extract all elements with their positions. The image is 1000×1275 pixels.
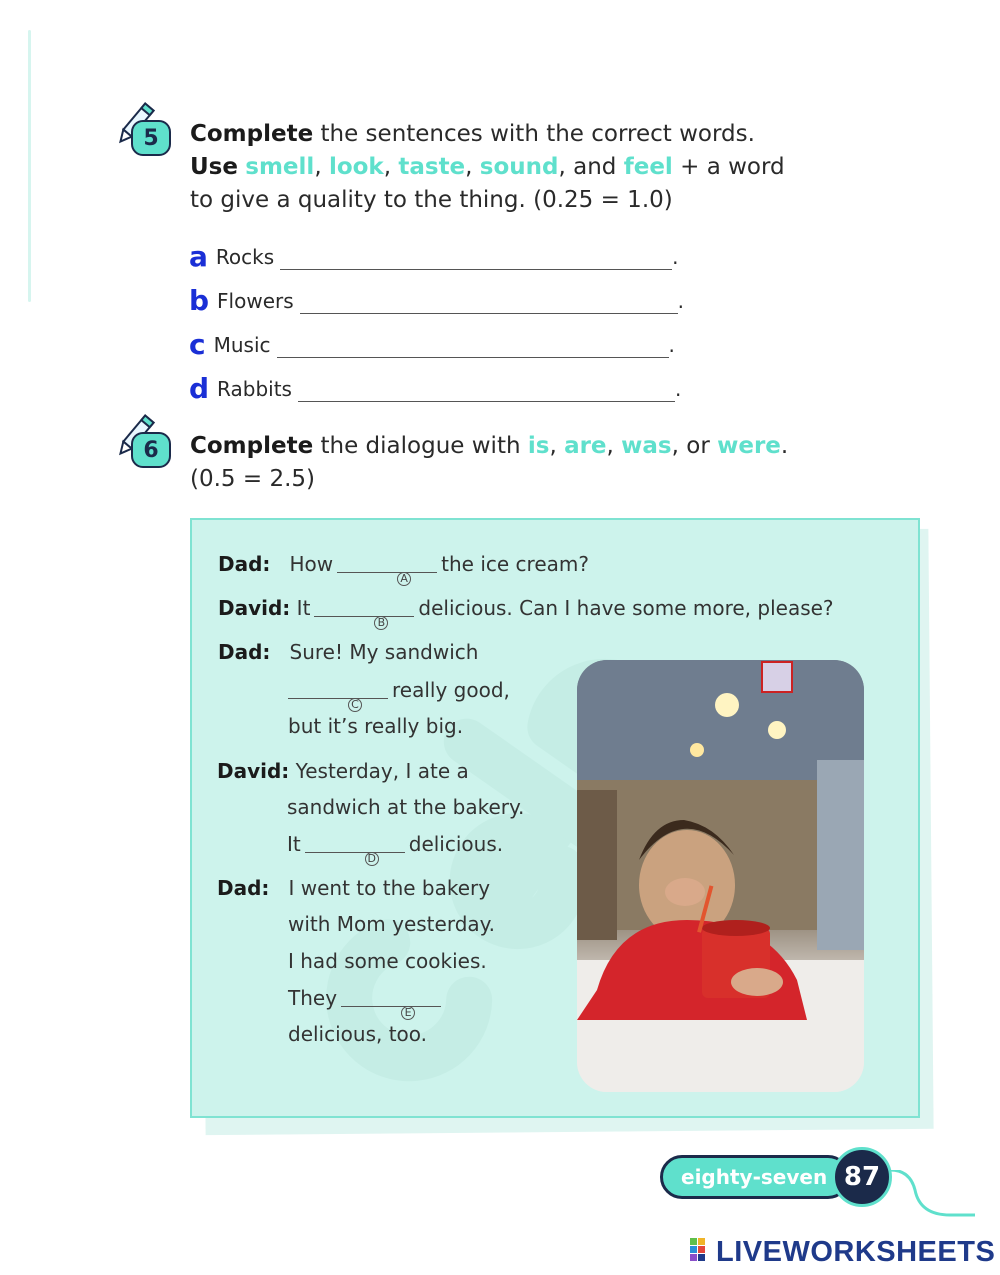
page-word: eighty-seven — [681, 1165, 828, 1189]
dialogue-line-11: I had some cookies. — [288, 949, 487, 973]
liveworksheets-logo-icon — [690, 1238, 716, 1262]
answer-blank-d[interactable] — [298, 379, 675, 402]
brand-name: LIVEWORKSHEETS — [716, 1236, 996, 1268]
page-number: 87 — [832, 1147, 892, 1207]
dialogue-line-9: Dad: I went to the bakery — [217, 876, 491, 900]
exercise-number-badge — [115, 100, 177, 158]
exercise-number-badge — [115, 412, 177, 470]
item-d: d Rabbits . — [189, 372, 682, 405]
dialogue-line-2: David: It B delicious. Can I have some more, please? — [218, 596, 834, 629]
dialogue-line-12: They E — [288, 985, 445, 1011]
dialogue-line-13: delicious, too. — [288, 1022, 428, 1046]
exercise-number: 5 — [131, 120, 171, 156]
item-c: c Music . — [189, 328, 675, 361]
exercise-6-instructions: Complete the dialogue with is, are, was, or were. (0.5 = 2.5) — [190, 433, 789, 492]
boy-eating-ice-cream-photo — [577, 660, 864, 1092]
dialogue-line-5: but it’s really big. — [288, 714, 464, 738]
exercise-5-instructions: Complete the sentences with the correct words. Use smell, look, taste, sound, and feel + a word to give a quality to the thing. (0.25 = 1.0) — [190, 121, 785, 213]
dialogue-line-1: Dad: How A the ice cream? — [218, 552, 589, 585]
answer-blank-c[interactable] — [277, 335, 669, 358]
page-tab-tail — [880, 1170, 980, 1220]
margin-rule — [28, 30, 31, 302]
dialogue-line-10: with Mom yesterday. — [288, 912, 495, 936]
dialogue-line-6: David: Yesterday, I ate a — [217, 759, 469, 783]
dialogue-line-4: C really good, — [284, 677, 510, 703]
dialogue-line-3: Dad: Sure! My sandwich — [218, 640, 479, 664]
answer-blank-A[interactable]: A — [337, 554, 437, 573]
item-b: b Flowers . — [189, 284, 685, 317]
page-word-pill — [660, 1155, 850, 1199]
item-a: a Rocks . — [189, 240, 679, 273]
answer-blank-B[interactable]: B — [314, 598, 414, 617]
exercise-number: 6 — [131, 432, 171, 468]
answer-blank-a[interactable] — [280, 247, 672, 270]
photo-illustration — [577, 660, 864, 1092]
dialogue-line-7: sandwich at the bakery. — [287, 795, 525, 819]
dialogue-line-8: It D delicious. — [287, 832, 504, 865]
answer-blank-C[interactable]: C — [288, 680, 388, 699]
answer-blank-E[interactable]: E — [341, 988, 441, 1007]
answer-blank-D[interactable]: D — [305, 834, 405, 853]
answer-blank-b[interactable] — [300, 291, 678, 314]
